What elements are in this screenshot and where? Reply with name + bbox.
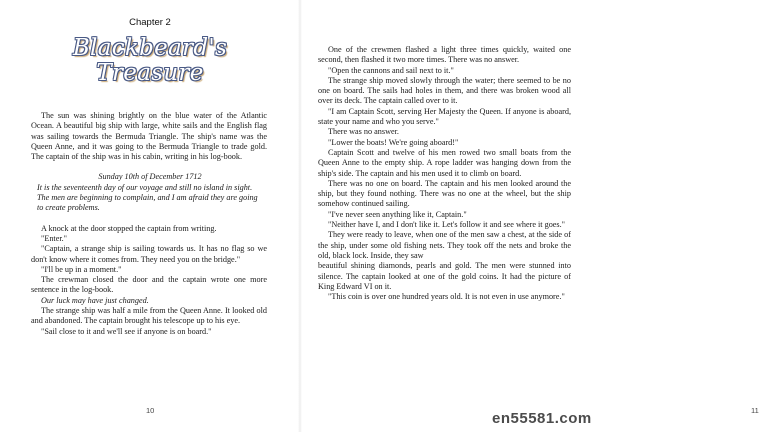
paragraph: beautiful shining diamonds, pearls and gold. The men were stunned into silence. The captain looked at one of the gold coins. It had the picture of King Edward VI on it. bbox=[318, 261, 571, 291]
left-page bbox=[0, 0, 300, 432]
chapter-title bbox=[70, 36, 230, 88]
log-date: Sunday 10th of December 1712 bbox=[98, 172, 202, 182]
log-book-entry bbox=[37, 172, 263, 213]
paragraph: "Sail close to it and we'll see if anyone is on board." bbox=[41, 326, 212, 336]
paragraph: The strange ship was half a mile from the Queen Anne. It looked old and abandoned. The captain brought his telescope up to his eye. bbox=[31, 306, 267, 326]
paragraph: Captain Scott and twelve of his men rowed two small boats from the Queen Anne to the empty ship. A rope ladder was hanging down from the ship's side. The captain and his men used it to climb on board. bbox=[318, 147, 571, 178]
paragraph: "I am Captain Scott, serving Her Majesty the Queen. If anyone is aboard, state your name and who you serve." bbox=[318, 106, 571, 127]
log-line: Our luck may have just changed. bbox=[41, 295, 149, 305]
title-line-2: Treasure bbox=[96, 60, 204, 86]
log-text: It is the seventeenth day of our voyage and still no island in sight. The men are beginning to complain, and I am afraid they are going to create problems. bbox=[37, 182, 258, 213]
paragraph: There was no answer. bbox=[328, 127, 399, 137]
paragraph: "Captain, a strange ship is sailing towards us. It has no flag so we don't know where it comes from. They need you on the bridge." bbox=[31, 244, 267, 264]
paragraph: "Lower the boats! We're going aboard!" bbox=[328, 137, 459, 147]
page-number-left: 10 bbox=[146, 406, 155, 415]
paragraph: The crewman closed the door and the captain wrote one more sentence in the log-book. bbox=[31, 275, 267, 295]
paragraph: "Enter." bbox=[41, 233, 68, 243]
site-watermark: en55581.com bbox=[492, 410, 592, 427]
paragraph: "Neither have I, and I don't like it. Let's follow it and see where it goes." bbox=[328, 220, 565, 230]
paragraph: They were ready to leave, when one of the men saw a chest, at the side of the ship, under some old fishing nets. They took off the nets and broke the old, black lock. Inside, they saw bbox=[318, 230, 571, 260]
chapter-heading: Chapter 2 bbox=[129, 17, 171, 28]
paragraph: One of the crewmen flashed a light three times quickly, waited one second, then flashed it two more times. There was no answer. bbox=[318, 45, 571, 65]
paragraph: "I'll be up in a moment." bbox=[41, 264, 122, 274]
paragraph: "I've never seen anything like it, Captain." bbox=[328, 209, 467, 219]
page-number-right: 11 bbox=[751, 406, 759, 415]
paragraph: The strange ship moved slowly through the water; there seemed to be no one on board. The sails had holes in them, and there was broken wood all over its deck. The captain called over to it. bbox=[318, 75, 571, 106]
paragraph: "This coin is over one hundred years old. It is not even in use anymore." bbox=[328, 292, 565, 302]
left-body-text bbox=[31, 111, 267, 337]
paragraph: The sun was shining brightly on the blue water of the Atlantic Ocean. A beautiful big ship with large, white sails and the English flag was sailing towards the Bermuda Triangle. The ship's name was the Queen Anne, and it was going to the Bermuda Triangle to trade gold. The captain of the ship was in his cabin, writing in his log-book. bbox=[31, 111, 267, 162]
right-body-text bbox=[318, 45, 571, 302]
paragraph: There was no one on board. The captain and his men looked around the ship, but they found nothing. There was no one at the wheel, but the ship somehow continued sailing. bbox=[318, 178, 571, 209]
paragraph: A knock at the door stopped the captain from writing. bbox=[41, 223, 217, 233]
paragraph: "Open the cannons and sail next to it." bbox=[328, 65, 454, 75]
title-line-1: Blackbeard's bbox=[72, 35, 228, 61]
